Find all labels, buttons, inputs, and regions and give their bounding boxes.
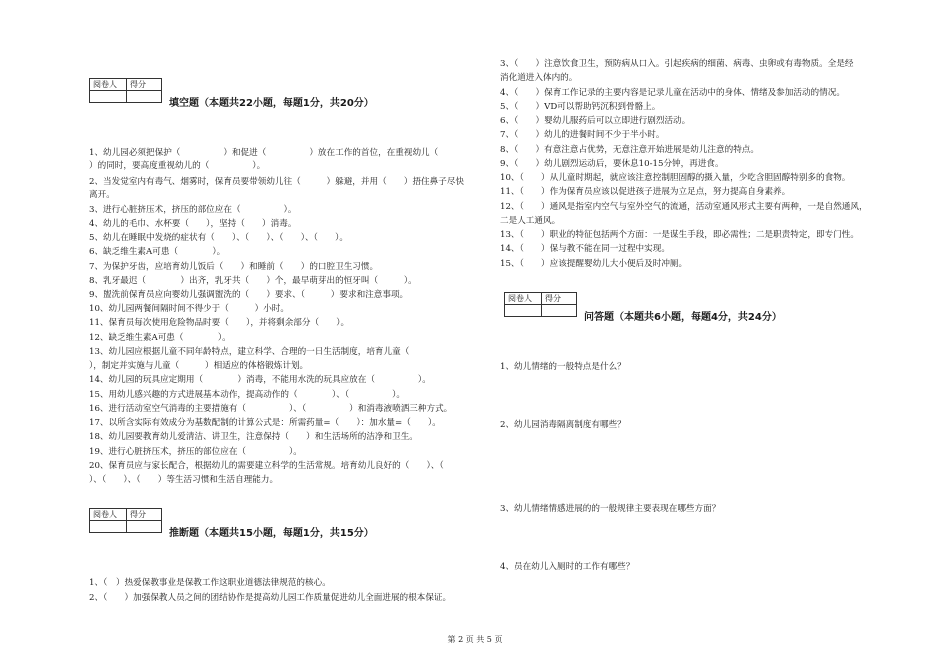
qa-question: 4、员在幼儿入厕时的工作有哪些？ bbox=[500, 562, 635, 572]
fill-line: 17、以所含实际有效成分为基数配制的计算公式是：所需药量=（ ）：加水量=（ ）。 bbox=[89, 418, 441, 428]
qa-section-title: 问答题（本题共6小题，每题4分，共24分） bbox=[584, 312, 782, 323]
reviewer-cell bbox=[505, 305, 542, 317]
score-cell bbox=[127, 521, 162, 533]
fill-line: 13、幼儿园应根据儿童不同年龄特点，建立科学、合理的一日生活制度，培育儿童（ bbox=[89, 347, 410, 357]
fill-line: 1、幼儿园必须把保护（ ）和促进（ ）放在工作的首位，在重视幼儿（ bbox=[89, 148, 439, 158]
qa-question: 3、幼儿情绪情感进展的的一般规律主要表现在哪些方面？ bbox=[500, 504, 721, 514]
judge-line: 二是人工通风。 bbox=[500, 216, 561, 226]
fill-line: 20、保育员应与家长配合，根据幼儿的需要建立科学的生活常规。培育幼儿良好的（ ）、（ bbox=[89, 461, 444, 471]
reviewer-label: 阅卷人 bbox=[90, 79, 127, 91]
fill-line: ）的同时，要高度重视幼儿的（ ）。 bbox=[89, 161, 266, 171]
fill-line: 18、幼儿园要教育幼儿爱清洁、讲卫生，注意保持（ ）和生活场所的洁净和卫生。 bbox=[89, 432, 418, 442]
judge-line: 15、（ ）应该提醒婴幼儿大小便后及时冲厕。 bbox=[500, 259, 688, 269]
fill-line: 6、缺乏维生素A可患（ ）。 bbox=[89, 247, 226, 257]
judge-line: 5、（ ）VD可以帮助钙沉积到骨骼上。 bbox=[500, 102, 661, 112]
judge-line: 2、（ ）加强保教人员之间的团结协作是提高幼儿园工作质量促进幼儿全面进展的根本保证。 bbox=[89, 593, 452, 603]
fill-line: 4、幼儿的毛巾、水杯要（ ），坚持（ ）消毒。 bbox=[89, 219, 297, 229]
fill-line: 10、幼儿园两餐间隔时间不得少于（ ）小时。 bbox=[89, 304, 289, 314]
score-cell bbox=[542, 305, 577, 317]
fill-line: 16、进行活动室空气消毒的主要措施有（ ）、（ ）和消毒液喷洒三种方式。 bbox=[89, 404, 453, 414]
judge-line: 8、（ ）有意注意占优势，无意注意开始进展是幼儿注意的特点。 bbox=[500, 145, 759, 155]
reviewer-cell bbox=[90, 91, 127, 103]
judge-line: 4、（ ）保育工作记录的主要内容是记录儿童在活动中的身体、情绪及参加活动的情况。 bbox=[500, 88, 845, 98]
score-box-fill bbox=[89, 78, 162, 103]
score-label: 得分 bbox=[542, 293, 577, 305]
score-label: 得分 bbox=[127, 509, 162, 521]
judge-line: 13、（ ）职业的特征包括两个方面：一是谋生手段，即必需性；二是职责特定，即专门性。 bbox=[500, 230, 859, 240]
reviewer-label: 阅卷人 bbox=[90, 509, 127, 521]
fill-line: ）、（ ）、（ ）等生活习惯和生活自理能力。 bbox=[89, 475, 279, 485]
score-cell bbox=[127, 91, 162, 103]
judge-line: 10、（ ）从儿童时期起，就应该注意控制胆固醇的摄入量，少吃含胆固醇特别多的食物。 bbox=[500, 173, 851, 183]
fill-line: 15、用幼儿感兴趣的方式进展基本动作，提高动作的（ ）、（ ）。 bbox=[89, 390, 406, 400]
judge-line: 7、（ ）幼儿的进餐时间不少于半小时。 bbox=[500, 130, 665, 140]
fill-section-title: 填空题（本题共22小题，每题1分，共20分） bbox=[169, 98, 374, 109]
judge-line: 消化道进入体内的。 bbox=[500, 73, 578, 83]
judge-line: 9、（ ）幼儿剧烈运动后，要休息10-15分钟，再进食。 bbox=[500, 159, 724, 169]
score-label: 得分 bbox=[127, 79, 162, 91]
judge-line: 14、（ ）保与教不能在同一过程中实现。 bbox=[500, 244, 670, 254]
fill-line: 3、进行心脏挤压术，挤压的部位应在（ ）。 bbox=[89, 205, 297, 215]
fill-line: 14、幼儿园的玩具应定期用（ ）消毒，不能用水洗的玩具应放在（ ）。 bbox=[89, 375, 431, 385]
judge-line: 6、（ ）婴幼儿服药后可以立即进行剧烈活动。 bbox=[500, 116, 691, 126]
page-footer: 第 2 页 共 5 页 bbox=[447, 635, 503, 644]
fill-line: 11、保育员每次使用危险物品时要（ ），并将剩余部分（ ）。 bbox=[89, 318, 350, 328]
fill-line: ），制定并实施与儿童（ ）相适应的体格锻炼计划。 bbox=[89, 361, 309, 371]
fill-line: 5、幼儿在睡眠中发烧的症状有（ ）、（ ）、（ ）、（ ）。 bbox=[89, 233, 348, 243]
fill-line: 19、进行心脏挤压术，挤压的部位应在（ ）。 bbox=[89, 447, 302, 457]
score-box-judge bbox=[89, 508, 162, 533]
qa-question: 1、幼儿情绪的一般特点是什么？ bbox=[500, 362, 626, 372]
qa-question: 2、幼儿园消毒隔离制度有哪些？ bbox=[500, 420, 626, 430]
reviewer-label: 阅卷人 bbox=[505, 293, 542, 305]
fill-line: 7、为保护牙齿，应培育幼儿饭后（ ）和睡前（ ）的口腔卫生习惯。 bbox=[89, 262, 379, 272]
fill-line: 9、盥洗前保育员应向婴幼儿强调盥洗的（ ）要求、（ ）要求和注意事项。 bbox=[89, 290, 409, 300]
judge-line: 11、（ ）作为保育员应该以促进孩子进展为立足点，努力提高自身素养。 bbox=[500, 187, 791, 197]
judge-line: 3、（ ）注意饮食卫生，预防病从口入。引起疾病的细菌、病毒、虫卵或有毒物质。全是经 bbox=[500, 59, 854, 69]
reviewer-cell bbox=[90, 521, 127, 533]
fill-line: 8、乳牙最迟（ ）出齐，乳牙共（ ）个，最早萌芽出的恒牙叫（ ）。 bbox=[89, 276, 417, 286]
judge-line: 12、（ ）通风是指室内空气与室外空气的流通，活动室通风形式主要有两种，一是自然通风， bbox=[500, 202, 868, 212]
fill-line: 离开。 bbox=[89, 190, 115, 200]
fill-line: 12、缺乏维生素A可患（ ）。 bbox=[89, 333, 231, 343]
score-box-qa bbox=[504, 292, 577, 317]
judge-line: 1、（ ）热爱保教事业是保教工作这职业道德法律规范的核心。 bbox=[89, 578, 331, 588]
fill-line: 2、当发觉室内有毒气、烟雾时，保育员要带领幼儿往（ ）躲避，并用（ ）捂住鼻子尽快 bbox=[89, 177, 465, 187]
judge-section-title: 推断题（本题共15小题，每题1分，共15分） bbox=[169, 528, 374, 539]
